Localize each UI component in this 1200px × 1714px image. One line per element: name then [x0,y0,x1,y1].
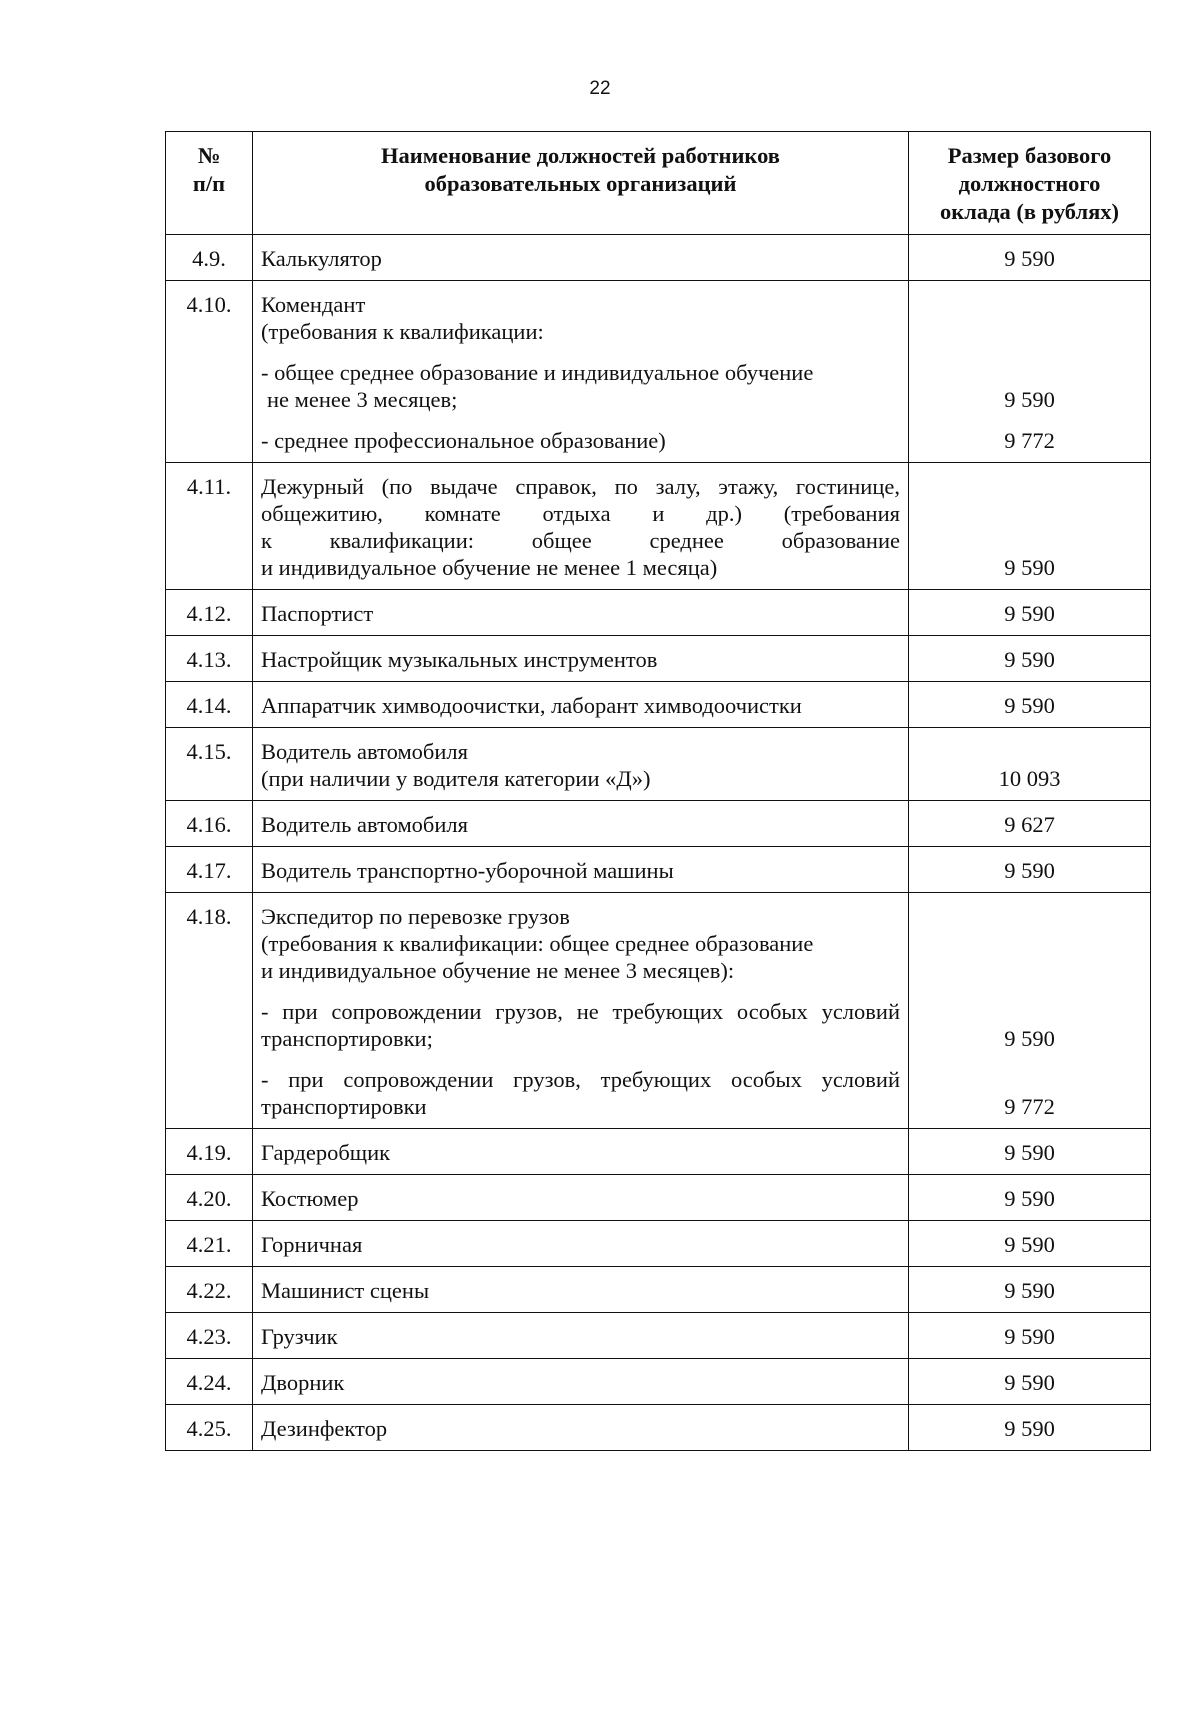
salary-table [165,131,1151,1451]
table-header-row [166,132,1151,235]
header-salary-line: оклада (в рублях) [939,199,1119,224]
position-name: Настройщик музыкальных инструментов [253,636,909,682]
table-row [166,1221,1151,1267]
header-salary-line: Размер базового [947,143,1112,168]
salary-value: 9 590 [909,235,1151,281]
position-line: - при сопровождении грузов, не требующих особых условий [261,999,900,1024]
row-number: 4.10. [166,281,253,463]
position-line: (требования к квалификации: общее среднее образование [261,931,814,956]
position-name: Горничная [253,1221,909,1267]
salary-value: 9 772 [1004,428,1055,453]
salary-value: 9 590 [909,1221,1151,1267]
table-row [166,1405,1151,1451]
position-name: Машинист сцены [253,1267,909,1313]
table-row [166,590,1151,636]
row-number: 4.25. [166,1405,253,1451]
row-number: 4.19. [166,1129,253,1175]
position-line: и индивидуальное обучение не менее 1 месяца) [261,555,718,580]
salary-value: 9 590 [909,1359,1151,1405]
salary-value: 9 590 [909,1267,1151,1313]
table-row [166,847,1151,893]
row-number: 4.20. [166,1175,253,1221]
position-name [253,281,909,463]
salary-value: 9 590 [1004,1026,1055,1051]
table-row [166,1267,1151,1313]
table-row [166,1359,1151,1405]
row-number: 4.21. [166,1221,253,1267]
salary-value: 9 590 [909,1175,1151,1221]
table-row [166,801,1151,847]
position-name: Водитель транспортно-уборочной машины [253,847,909,893]
row-number: 4.15. [166,728,253,801]
table-row [166,893,1151,1129]
row-number: 4.16. [166,801,253,847]
table-row [166,235,1151,281]
salary-value: 9 590 [909,682,1151,728]
row-number: 4.23. [166,1313,253,1359]
position-name: Гардеробщик [253,1129,909,1175]
salary-value: 10 093 [909,728,1151,801]
position-line: Дежурный (по выдаче справок, по залу, этажу, гостинице, [261,474,900,499]
table-row [166,1313,1151,1359]
position-line: Комендант [261,292,366,317]
position-line: общежитию, комнате отдыха и др.) (требования [261,501,900,526]
salary-value: 9 590 [1004,387,1055,412]
table-row [166,463,1151,590]
position-line: Водитель автомобиля [261,739,468,764]
header-position-name [253,132,909,235]
table-row [166,682,1151,728]
salary-value [909,893,1151,1129]
position-line: (требования к квалификации: [261,319,544,344]
salary-value: 9 590 [909,463,1151,590]
table-row [166,1129,1151,1175]
row-number: 4.12. [166,590,253,636]
position-line: Экспедитор по перевозке грузов [261,904,570,929]
header-number [166,132,253,235]
position-name [253,893,909,1129]
salary-value: 9 590 [909,847,1151,893]
table-row [166,636,1151,682]
salary-value [909,281,1151,463]
position-name [253,728,909,801]
row-number: 4.9. [166,235,253,281]
salary-value: 9 772 [1004,1094,1055,1119]
position-name: Калькулятор [253,235,909,281]
header-salary-line: должностного [958,171,1101,196]
position-line: и индивидуальное обучение не менее 3 месяцев): [261,958,735,983]
position-line: не менее 3 месяцев; [267,387,458,412]
position-name: Паспортист [253,590,909,636]
position-name: Костюмер [253,1175,909,1221]
row-number: 4.13. [166,636,253,682]
salary-value: 9 590 [909,1129,1151,1175]
salary-value: 9 590 [909,590,1151,636]
position-line: (при наличии у водителя категории «Д») [261,766,651,791]
header-number-line: п/п [192,171,226,196]
header-name-line: Наименование должностей работников [381,143,780,168]
position-line: - при сопровождении грузов, требующих особых условий [261,1067,900,1092]
position-name: Аппаратчик химводоочистки, лаборант химводоочистки [253,682,909,728]
salary-value: 9 590 [909,1313,1151,1359]
salary-value: 9 627 [909,801,1151,847]
page-number: 22 [589,78,611,99]
salary-value: 9 590 [909,1405,1151,1451]
position-line: к квалификации: общее среднее образование [261,528,900,553]
position-name: Водитель автомобиля [253,801,909,847]
row-number: 4.22. [166,1267,253,1313]
position-line: транспортировки [261,1094,427,1119]
position-line: транспортировки; [261,1026,433,1051]
salary-value: 9 590 [909,636,1151,682]
position-name: Дворник [253,1359,909,1405]
position-line: - общее среднее образование и индивидуальное обучение [261,360,814,385]
position-line: - среднее профессиональное образование) [261,428,666,453]
header-base-salary [909,132,1151,235]
row-number: 4.14. [166,682,253,728]
position-name: Грузчик [253,1313,909,1359]
header-name-line: образовательных организаций [424,171,737,196]
position-name [253,463,909,590]
row-number: 4.11. [166,463,253,590]
header-number-line: № [197,143,221,168]
table-row [166,281,1151,463]
table-row [166,728,1151,801]
row-number: 4.24. [166,1359,253,1405]
row-number: 4.18. [166,893,253,1129]
row-number: 4.17. [166,847,253,893]
table-row [166,1175,1151,1221]
position-name: Дезинфектор [253,1405,909,1451]
